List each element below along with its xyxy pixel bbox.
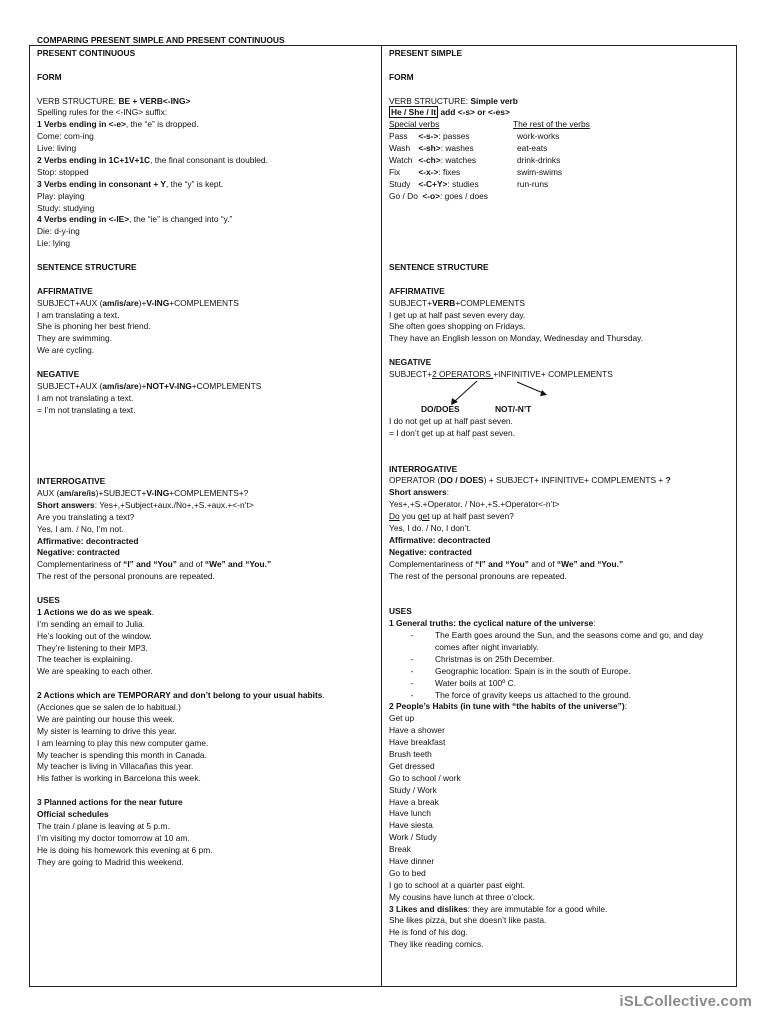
column-heading: PRESENT SIMPLE [389,48,463,58]
special-verb-row [389,191,734,203]
bullet-item: - The force of gravity keeps us attached to the ground. [410,689,631,700]
example-line: The train / plane is leaving at 5 p.m. [37,820,170,831]
special-verb-row [389,167,734,179]
habit-item: Have lunch [389,808,431,819]
uses-title: USES [389,606,412,617]
verb-ending: <-o> [422,190,441,201]
verb-ending: <-ch> [418,155,441,166]
habit-item: Have dinner [389,855,435,866]
short-answers-formula: Yes+,+S.+Operator. / No+,+S.+Operator<-n’t> [389,499,560,510]
use-2-title: 2 People’s Habits (in tune with “the habits of the universe”): [389,701,627,712]
example-line: Yes, I am. / No, I’m not. [37,523,124,534]
example-line: She often goes shopping on Fridays. [389,321,526,332]
special-verb: Study [389,178,411,189]
example-line: Yes, I do. / No, I don’t. [389,522,472,533]
bullet-item: - The Earth goes around the Sun, and the seasons come and go, and day comes after night invariably. [410,629,704,652]
affirmative-structure: SUBJECT+VERB+COMPLEMENTS [389,297,525,308]
habit-item: I go to school at a quarter past eight. [389,879,525,890]
form-title: FORM [389,71,414,82]
verb-ending: <-s-> [418,131,439,142]
regular-verb: eat-eats [517,143,548,154]
example-line: They’re listening to their MP3. [37,642,148,653]
regular-verb: swim-swims [517,166,563,177]
special-verb-row [389,155,734,167]
rule-example: Stop: stopped [37,166,89,177]
bullet-item: - Water boils at 100º C. [410,677,516,688]
present-simple-column [389,48,734,951]
interrogative-structure: OPERATOR (DO / DOES) + SUBJECT+ INFINITIVE+ COMPLEMENTS + ? [389,475,671,486]
comparison-table [29,45,737,987]
habit-item: Study / Work [389,784,437,795]
interrogative-structure: AUX (am/are/is)+SUBJECT+V-ING+COMPLEMENTS+? [37,487,249,498]
use-2-title: 2 Actions which are TEMPORARY and don’t belong to your usual habits. [37,690,325,701]
habit-item: Go to school / work [389,772,461,783]
habits-list [389,713,734,903]
form-title: FORM [37,71,62,82]
special-verb-row [389,179,734,191]
example-line: I am learning to play this new computer game. [37,737,209,748]
use-3-subtitle: Official schedules [37,809,109,819]
example-line: I am not translating a text. [37,392,134,403]
column-heading: PRESENT CONTINUOUS [37,48,136,58]
example-line: She is phoning her best friend. [37,321,151,332]
use-1-title: 1 Actions we do as we speak. [37,606,154,617]
habit-item: Go to bed [389,867,426,878]
example-line: He’s looking out of the window. [37,630,152,641]
example-line: They like reading comics. [389,939,484,950]
example-line: = I don’t get up at half past seven. [389,427,515,438]
verb-ending: <-x-> [418,166,439,177]
verb-result: : watches [440,155,477,166]
interrogative-title: INTERROGATIVE [37,476,106,487]
rule-example: Live: living [37,143,77,154]
verb-ending: <-sh> [418,143,441,154]
example-line: He is doing his homework this evening at 6 pm. [37,844,213,855]
affirmative-title: AFFIRMATIVE [389,285,445,296]
affirmative-title: AFFIRMATIVE [37,285,93,296]
verb-structure: VERB STRUCTURE: BE + VERB<-ING> [37,95,191,106]
example-line: He is fond of his dog. [389,927,468,938]
operator-do-does: DO/DOES [421,403,460,414]
spelling-rule-1: 1 Verbs ending in <-e>, the “e” is dropped. [37,119,199,130]
rule-example: Lie: lying [37,238,71,249]
operators-diagram [389,381,734,416]
example-line: We are speaking to each other. [37,666,153,677]
spelling-rule-3: 3 Verbs ending in consonant + Y, the “y” is kept. [37,178,224,189]
pronouns-note: The rest of the personal pronouns are repeated. [37,571,215,582]
affirmative-structure: SUBJECT+AUX (am/is/are)+V-ING+COMPLEMENTS [37,297,239,308]
regular-verb: drink-drinks [517,155,561,166]
special-verb: Watch [389,155,413,166]
use-3-title: 3 Planned actions for the near future [37,797,183,808]
affirmative-note: Affirmative: decontracted [389,534,491,545]
example-line: They are swimming. [37,333,112,344]
example-line: We are cycling. [37,345,95,356]
example-line: The teacher is explaining. [37,654,133,665]
verb-result: : fixes [438,166,461,177]
column-divider [381,46,382,986]
sentence-structure-title: SENTENCE STRUCTURE [37,262,137,273]
spelling-rule-2: 2 Verbs ending in 1C+1V+1C, the final consonant is doubled. [37,155,268,166]
spelling-intro: Spelling rules for the <-ING> suffix: [37,107,168,118]
verb-ending: <-C+Y> [418,178,448,189]
example-line: I get up at half past seven every day. [389,309,526,320]
special-verb-row [389,143,734,155]
short-answers: Short answers: [389,487,450,498]
special-verb: Go / Do [389,190,418,201]
short-answers: Short answers: Yes+,+Subject+aux./No+,+S.+aux.+<-n’t> [37,499,254,510]
regular-verb: work-works [517,131,560,142]
example-line: (Acciones que se salen de lo habitual.) [37,701,181,712]
example-line: I’m sending an email to Julia. [37,618,145,629]
interrogative-title: INTERROGATIVE [389,463,458,474]
negative-structure: SUBJECT+2 OPERATORS +INFINITIVE+ COMPLEMENTS [389,369,613,380]
example-line: My teacher is spending this month in Canada. [37,749,207,760]
negative-note: Negative: contracted [37,547,120,558]
use-3-title: 3 Likes and dislikes: they are immutable for a good while. [389,903,608,914]
use-1-title: 1 General truths: the cyclical nature of the universe: [389,618,596,629]
bullet-item: - Geographic location: Spain is in the south of Europe. [410,665,631,676]
page-title: COMPARING PRESENT SIMPLE AND PRESENT CONTINUOUS [37,35,285,45]
example-line: I am translating a text. [37,309,120,320]
special-verb: Pass [389,131,408,142]
rule-example: Die: d-y-ing [37,226,80,237]
verb-structure: VERB STRUCTURE: Simple verb [389,95,518,106]
example-line: I do not get up at half past seven. [389,415,513,426]
example-line: His father is working in Barcelona this week. [37,773,201,784]
habit-item: Have siesta [389,820,433,831]
verbs-header: Special verbs The rest of the verbs [389,119,590,130]
special-verb-row [389,131,734,143]
habit-item: Brush teeth [389,748,432,759]
operator-arrows [389,381,589,416]
verb-result: : goes / does [440,190,488,201]
verb-result: : washes [440,143,474,154]
example-line: Are you translating a text? [37,511,135,522]
example-line: She likes pizza, but she doesn’t like pasta. [389,915,547,926]
spelling-rule-4: 4 Verbs ending in <-IE>, the “ie” is changed into “y.” [37,214,233,225]
uses-title: USES [37,594,60,605]
rule-example: Play: playing [37,190,85,201]
pronouns-note: The rest of the personal pronouns are repeated. [389,570,567,581]
habit-item: Have a break [389,796,439,807]
negative-title: NEGATIVE [37,369,80,380]
complementariness-note: Complementariness of “I” and “You” and of “We” and “You.” [37,559,272,570]
negative-note: Negative: contracted [389,546,472,557]
special-verbs-table [389,131,734,202]
example-line: They have an English lesson on Monday, Wednesday and Thursday. [389,333,644,344]
habit-item: Work / Study [389,832,437,843]
bullet-item: - Christmas is on 25th December. [410,653,555,664]
example-line: We are painting our house this week. [37,713,175,724]
sentence-structure-title: SENTENCE STRUCTURE [389,262,489,273]
complementariness-note: Complementariness of “I” and “You” and of “We” and “You.” [389,558,624,569]
example-line: My teacher is living in Villacañas this year. [37,761,194,772]
example-line: I’m visiting my doctor tomorrow at 10 am. [37,832,190,843]
example-line: They are going to Madrid this weekend. [37,856,184,867]
rule-example: Study: studying [37,202,95,213]
verb-result: : studies [447,178,479,189]
negative-title: NEGATIVE [389,357,432,368]
habit-item: Get dressed [389,760,435,771]
habit-item: Break [389,844,411,855]
regular-verb: run-runs [517,178,549,189]
watermark: iSLCollective.com [619,993,752,1010]
habit-item: Have breakfast [389,737,446,748]
habit-item: My cousins have lunch at three o’clock. [389,891,535,902]
negative-structure: SUBJECT+AUX (am/is/are)+NOT+V-ING+COMPLEMENTS [37,380,262,391]
present-continuous-column [37,48,375,868]
example-line: = I’m not translating a text. [37,404,136,415]
special-verb: Fix [389,166,401,177]
affirmative-note: Affirmative: decontracted [37,535,139,546]
operator-not: NOT/-N’T [495,403,532,414]
special-verb: Wash [389,143,411,154]
third-person-rule: He / She / It add <-s> or <-es> [391,107,510,118]
habit-item: Have a shower [389,725,445,736]
example-line: My sister is learning to drive this year. [37,725,177,736]
rule-example: Come: com-ing [37,131,94,142]
verb-result: : passes [438,131,470,142]
example-question: Do you get up at half past seven? [389,511,514,522]
habit-item: Get up [389,713,415,724]
